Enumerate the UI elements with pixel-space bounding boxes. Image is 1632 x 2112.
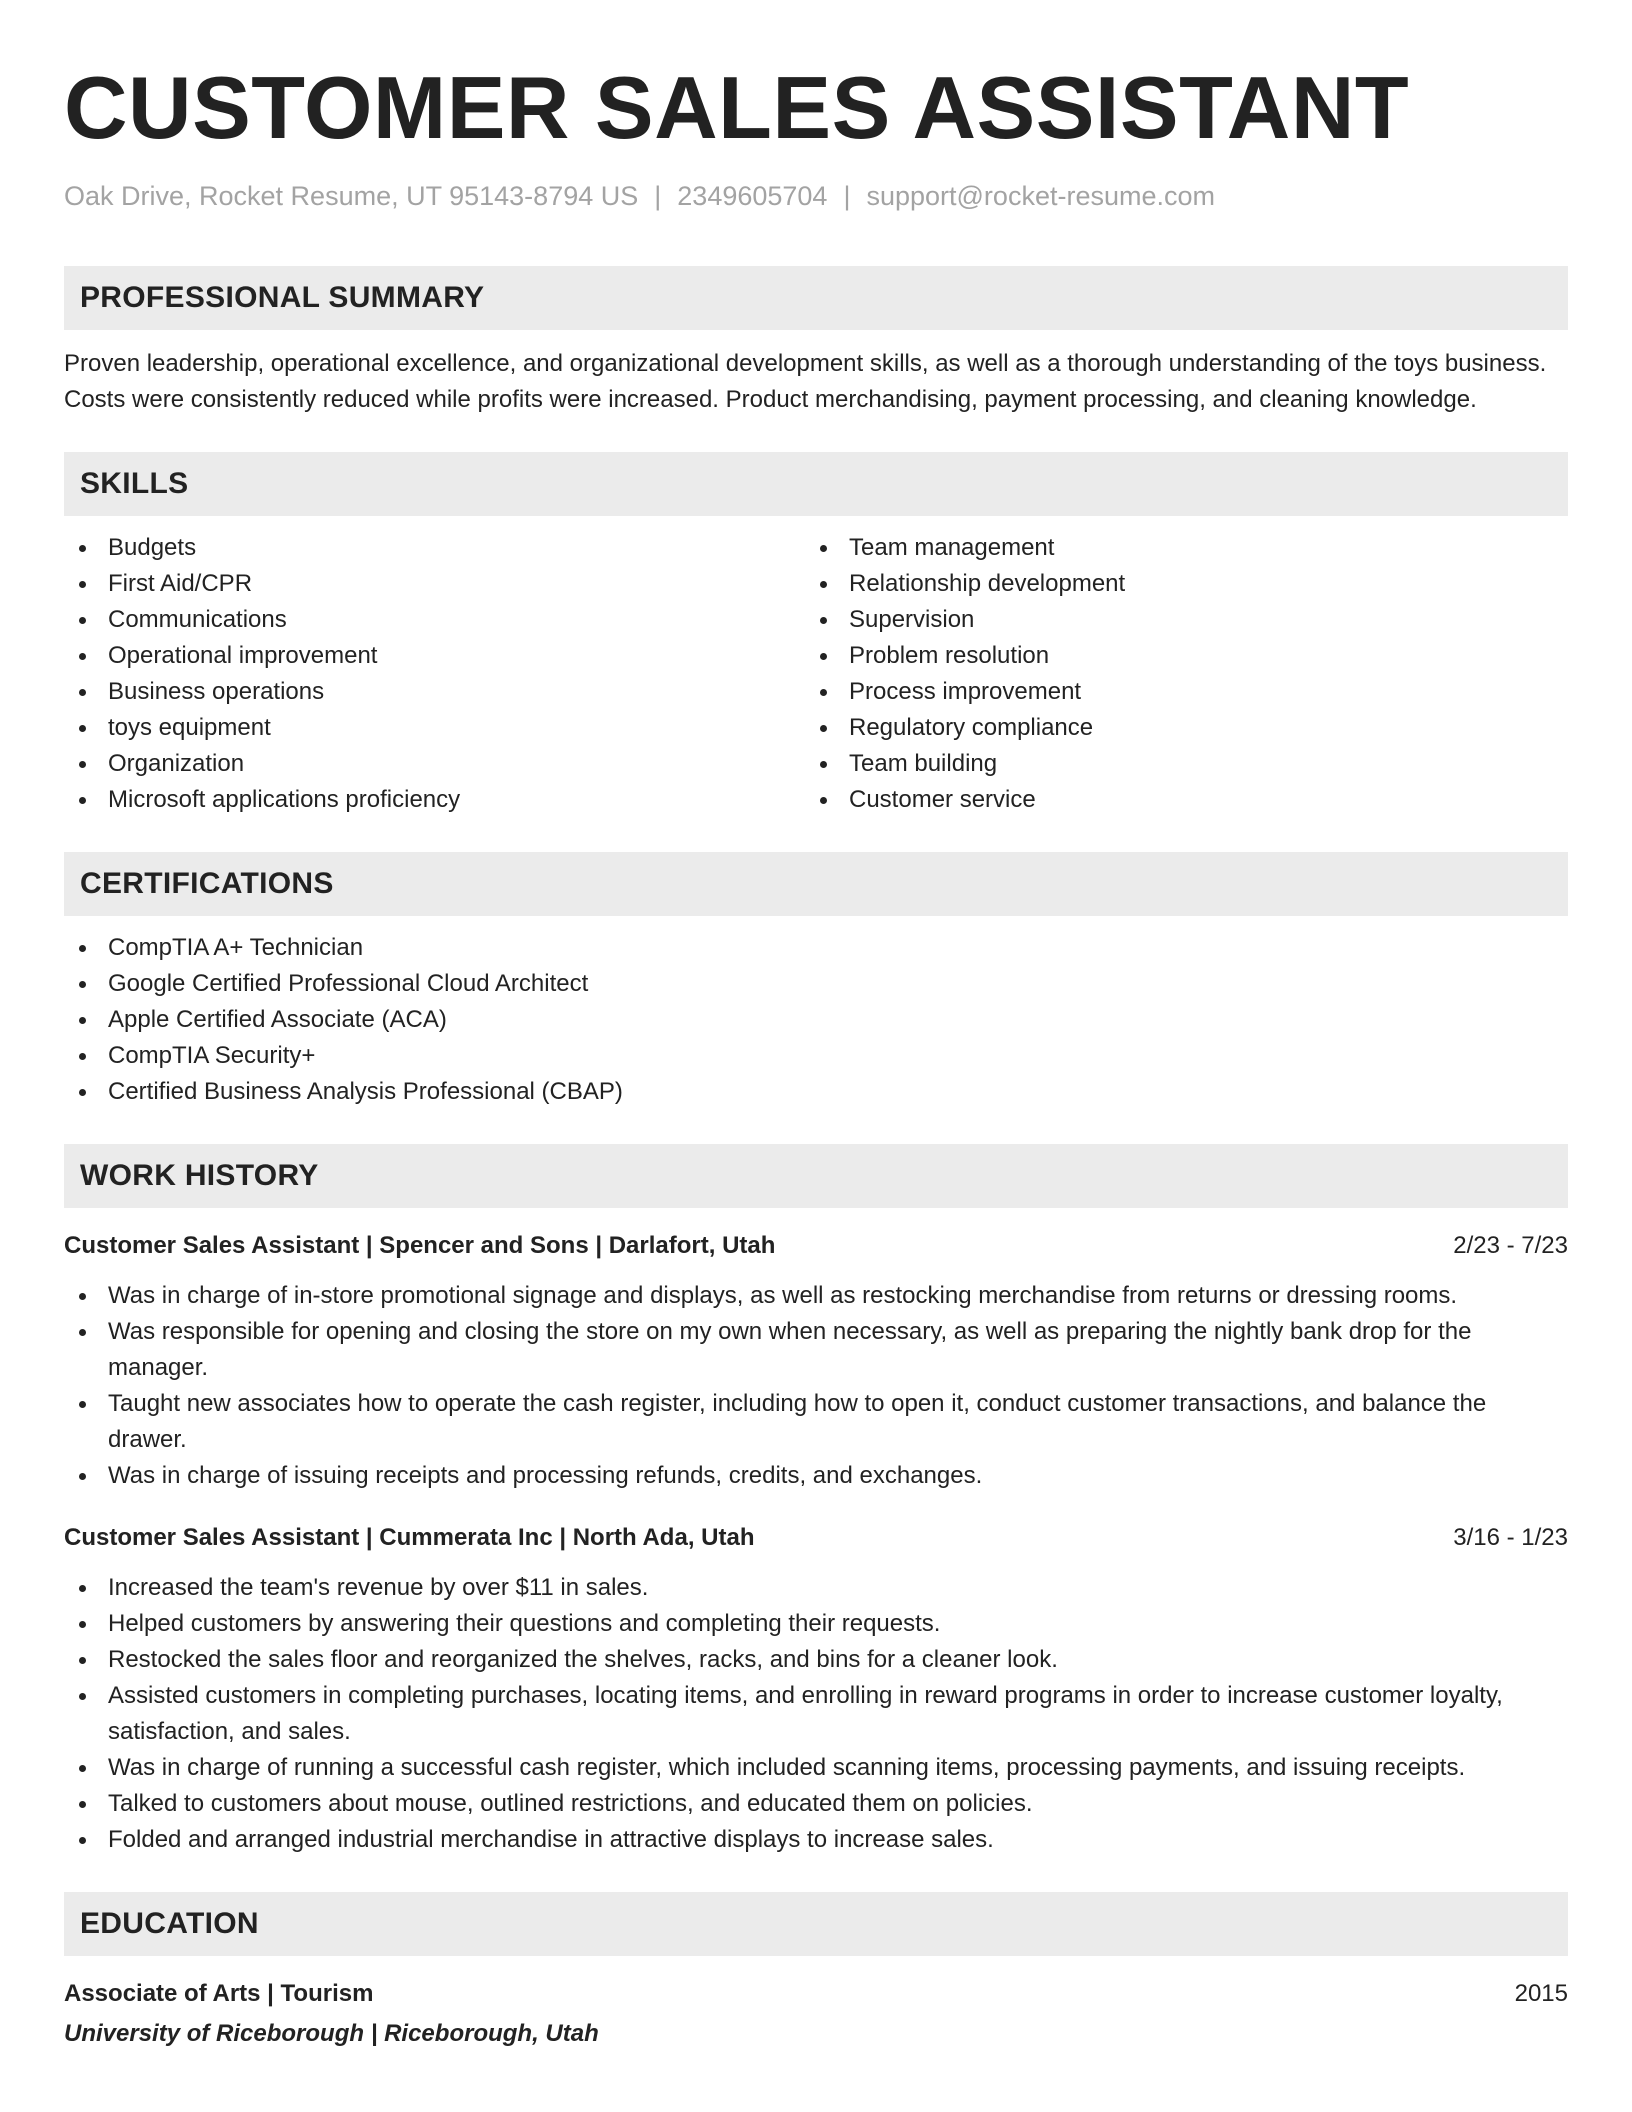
section-title: WORK HISTORY [80,1159,319,1193]
list-item: Certified Business Analysis Professional (CBAP) [64,1074,1568,1110]
list-item: Relationship development [805,566,1546,602]
resume-name: CUSTOMER SALES ASSISTANT [64,58,1410,157]
list-item: Was responsible for opening and closing the store on my own when necessary, as well as preparing the nightly bank drop for the manager. [64,1314,1568,1386]
list-item: Business operations [64,674,805,710]
job-entry [64,1520,1568,1858]
list-item: Supervision [805,602,1546,638]
list-item: Team building [805,746,1546,782]
job-title: Customer Sales Assistant | Spencer and Sons | Darlafort, Utah [64,1232,776,1260]
education-school: University of Riceborough | Riceborough, Utah [64,2020,599,2048]
contact-phone: 2349605704 [677,181,828,211]
job-dates: 2/23 - 7/23 [1453,1232,1568,1260]
section-title: SKILLS [80,467,189,501]
list-item: Problem resolution [805,638,1546,674]
list-item: First Aid/CPR [64,566,805,602]
section-title: CERTIFICATIONS [80,867,334,901]
job-header [64,1228,1568,1264]
list-item: Regulatory compliance [805,710,1546,746]
contact-separator: | [654,181,662,211]
skills-list-left [64,530,805,818]
contact-line [64,180,1568,212]
section-header-summary [64,266,1568,330]
section-header-work-history [64,1144,1568,1208]
list-item: Was in charge of in-store promotional signage and displays, as well as restocking merchandise from returns or dressing rooms. [64,1278,1568,1314]
job-dates: 3/16 - 1/23 [1453,1524,1568,1552]
list-item: Operational improvement [64,638,805,674]
contact-email: support@rocket-resume.com [866,181,1215,211]
education-entry [64,1976,1568,2052]
list-item: Restocked the sales floor and reorganized the shelves, racks, and bins for a cleaner look. [64,1642,1568,1678]
list-item: CompTIA Security+ [64,1038,1568,1074]
job-entry [64,1228,1568,1494]
list-item: Taught new associates how to operate the cash register, including how to open it, conduct customer transactions, and balance the drawer. [64,1386,1568,1458]
list-item: Talked to customers about mouse, outlined restrictions, and educated them on policies. [64,1786,1568,1822]
section-header-certifications [64,852,1568,916]
certifications-list [64,930,1568,1110]
job-bullets [64,1278,1568,1494]
section-title: PROFESSIONAL SUMMARY [80,281,485,315]
list-item: toys equipment [64,710,805,746]
skills-list-right [805,530,1546,818]
list-item: Increased the team's revenue by over $11 in sales. [64,1570,1568,1606]
education-degree: Associate of Arts | Tourism [64,1980,374,2008]
list-item: CompTIA A+ Technician [64,930,1568,966]
section-title: EDUCATION [80,1907,259,1941]
list-item: Budgets [64,530,805,566]
list-item: Customer service [805,782,1546,818]
section-header-education [64,1892,1568,1956]
list-item: Google Certified Professional Cloud Architect [64,966,1568,1002]
list-item: Assisted customers in completing purchases, locating items, and enrolling in reward programs in order to increase customer loyalty, satisfaction, and sales. [64,1678,1568,1750]
contact-separator: | [843,181,851,211]
job-title: Customer Sales Assistant | Cummerata Inc | North Ada, Utah [64,1524,755,1552]
list-item: Microsoft applications proficiency [64,782,805,818]
skills-columns [64,530,1568,818]
list-item: Team management [805,530,1546,566]
list-item: Organization [64,746,805,782]
summary-text: Proven leadership, operational excellence, and organizational development skills, as well as a thorough understanding of the toys business. Costs were consistently reduced while profits were increased. Product merchandising, payment processing, and cleaning knowledge. [64,350,1547,414]
section-header-skills [64,452,1568,516]
job-header [64,1520,1568,1556]
job-bullets [64,1570,1568,1858]
list-item: Apple Certified Associate (ACA) [64,1002,1568,1038]
list-item: Was in charge of running a successful cash register, which included scanning items, processing payments, and issuing receipts. [64,1750,1568,1786]
list-item: Process improvement [805,674,1546,710]
contact-address: Oak Drive, Rocket Resume, UT 95143-8794 US [64,181,639,211]
list-item: Folded and arranged industrial merchandise in attractive displays to increase sales. [64,1822,1568,1858]
list-item: Helped customers by answering their questions and completing their requests. [64,1606,1568,1642]
education-header [64,1976,1568,2012]
list-item: Was in charge of issuing receipts and processing refunds, credits, and exchanges. [64,1458,1568,1494]
education-year: 2015 [1514,1980,1568,2008]
list-item: Communications [64,602,805,638]
